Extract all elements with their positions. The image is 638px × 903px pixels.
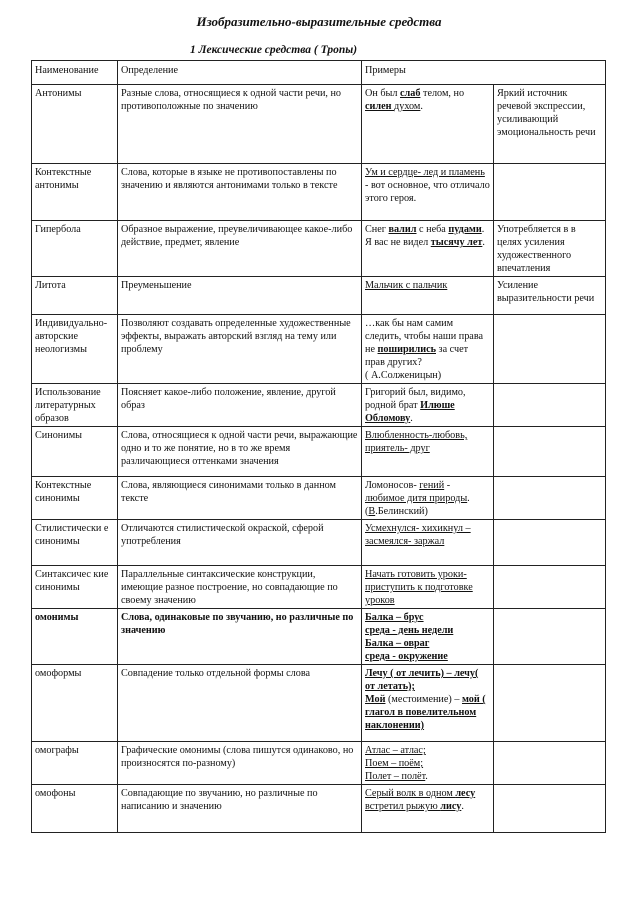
term-note: Употребляется в в целях усиления художественного впечатления [494,221,606,277]
term-definition: Слова, относящиеся к одной части речи, выражающие одно и то же понятие, но в то же время различающиеся оттенками значения [118,427,362,477]
term-name: Использование литературных образов [32,384,118,427]
term-name: Синонимы [32,427,118,477]
term-note-empty [494,427,606,477]
term-definition: Совпадение только отдельной формы слова [118,665,362,742]
term-note-empty [494,785,606,833]
term-example: Балка – брус среда - день недели Балка – овраг среда - окружение [362,609,494,665]
term-example: Атлас – атлас; Поем – поём; Полет – полёт. [362,742,494,785]
term-name: омофоны [32,785,118,833]
term-name: омоформы [32,665,118,742]
term-note-empty [494,384,606,427]
term-name: омографы [32,742,118,785]
term-note-empty [494,742,606,785]
term-name: Литота [32,277,118,315]
table-row [32,477,606,520]
term-definition: Слова, одинаковые по звучанию, но различные по значению [118,609,362,665]
term-name: Гипербола [32,221,118,277]
term-example: …как бы нам самим следить, чтобы наши права не поширились за счет прав других? ( А.Солженицын) [362,315,494,384]
term-name: Контекстные антонимы [32,164,118,221]
term-name: Антонимы [32,85,118,164]
table-row [32,566,606,609]
term-definition: Преуменьшение [118,277,362,315]
table-row [32,609,606,665]
term-example: Мальчик с пальчик [362,277,494,315]
header-examples: Примеры [362,61,606,85]
header-definition: Определение [118,61,362,85]
table-row [32,742,606,785]
term-name: Синтаксичес кие синонимы [32,566,118,609]
term-example: Он был слаб телом, но силен духом. [362,85,494,164]
term-name: Индивидуально-авторские неологизмы [32,315,118,384]
table-row [32,315,606,384]
term-note-empty [494,520,606,566]
term-example: Усмехнулся- хихикнул – засмеялся- заржал [362,520,494,566]
term-note-empty [494,665,606,742]
term-example: Лечу ( от лечить) – лечу( от летать); Мой (местоимение) – мой ( глагол в повелительном наклонении) [362,665,494,742]
table-row [32,384,606,427]
term-note-empty [494,566,606,609]
term-example: Снег валил с неба пудами. Я вас не видел тысячу лет. [362,221,494,277]
section-subtitle: 1 Лексические средства ( Тропы) [190,44,358,56]
table-row [32,520,606,566]
term-note-empty [494,477,606,520]
term-definition: Разные слова, относящиеся к одной части речи, но противоположные по значению [118,85,362,164]
term-example: Серый волк в одном лесу встретил рыжую лису. [362,785,494,833]
term-definition: Отличаются стилистической окраской, сферой употребления [118,520,362,566]
term-note-empty [494,164,606,221]
table-row [32,164,606,221]
term-definition: Слова, которые в языке не противопоставлены по значению и являются антонимами только в тексте [118,164,362,221]
term-note: Яркий источник речевой экспрессии, усиливающий эмоциональность речи [494,85,606,164]
term-definition: Поясняет какое-либо положение, явление, другой образ [118,384,362,427]
term-definition: Позволяют создавать определенные художественные эффекты, выражать авторский взгляд на тему или проблему [118,315,362,384]
table-row [32,785,606,833]
term-note-empty [494,315,606,384]
term-name: омонимы [32,609,118,665]
term-example: Ломоносов- гений - любимое дитя природы. (В.Белинский) [362,477,494,520]
term-example: Начать готовить уроки- приступить к подготовке уроков [362,566,494,609]
table-row [32,85,606,164]
term-note-empty [494,609,606,665]
term-name: Стилистически е синонимы [32,520,118,566]
tropes-table [31,60,606,833]
table-row [32,665,606,742]
term-definition: Параллельные синтаксические конструкции, имеющие разное построение, но совпадающие по своему значению [118,566,362,609]
term-definition: Образное выражение, преувеличивающее какое-либо действие, предмет, явление [118,221,362,277]
table-row [32,221,606,277]
term-example: Ум и сердце- лед и пламень - вот основное, что отличало этого героя. [362,164,494,221]
term-name: Контекстные синонимы [32,477,118,520]
table-row [32,427,606,477]
table-header-row [32,61,606,85]
term-example: Влюбленность-любовь, приятель- друг [362,427,494,477]
document-title: Изобразительно-выразительные средства [196,14,442,29]
header-name: Наименование [32,61,118,85]
term-example: Григорий был, видимо, родной брат Илюше Обломову. [362,384,494,427]
term-note: Усиление выразительности речи [494,277,606,315]
table-row [32,277,606,315]
term-definition: Совпадающие по звучанию, но различные по написанию и значению [118,785,362,833]
term-definition: Слова, являющиеся синонимами только в данном тексте [118,477,362,520]
term-definition: Графические омонимы (слова пишутся одинаково, но произносятся по-разному) [118,742,362,785]
